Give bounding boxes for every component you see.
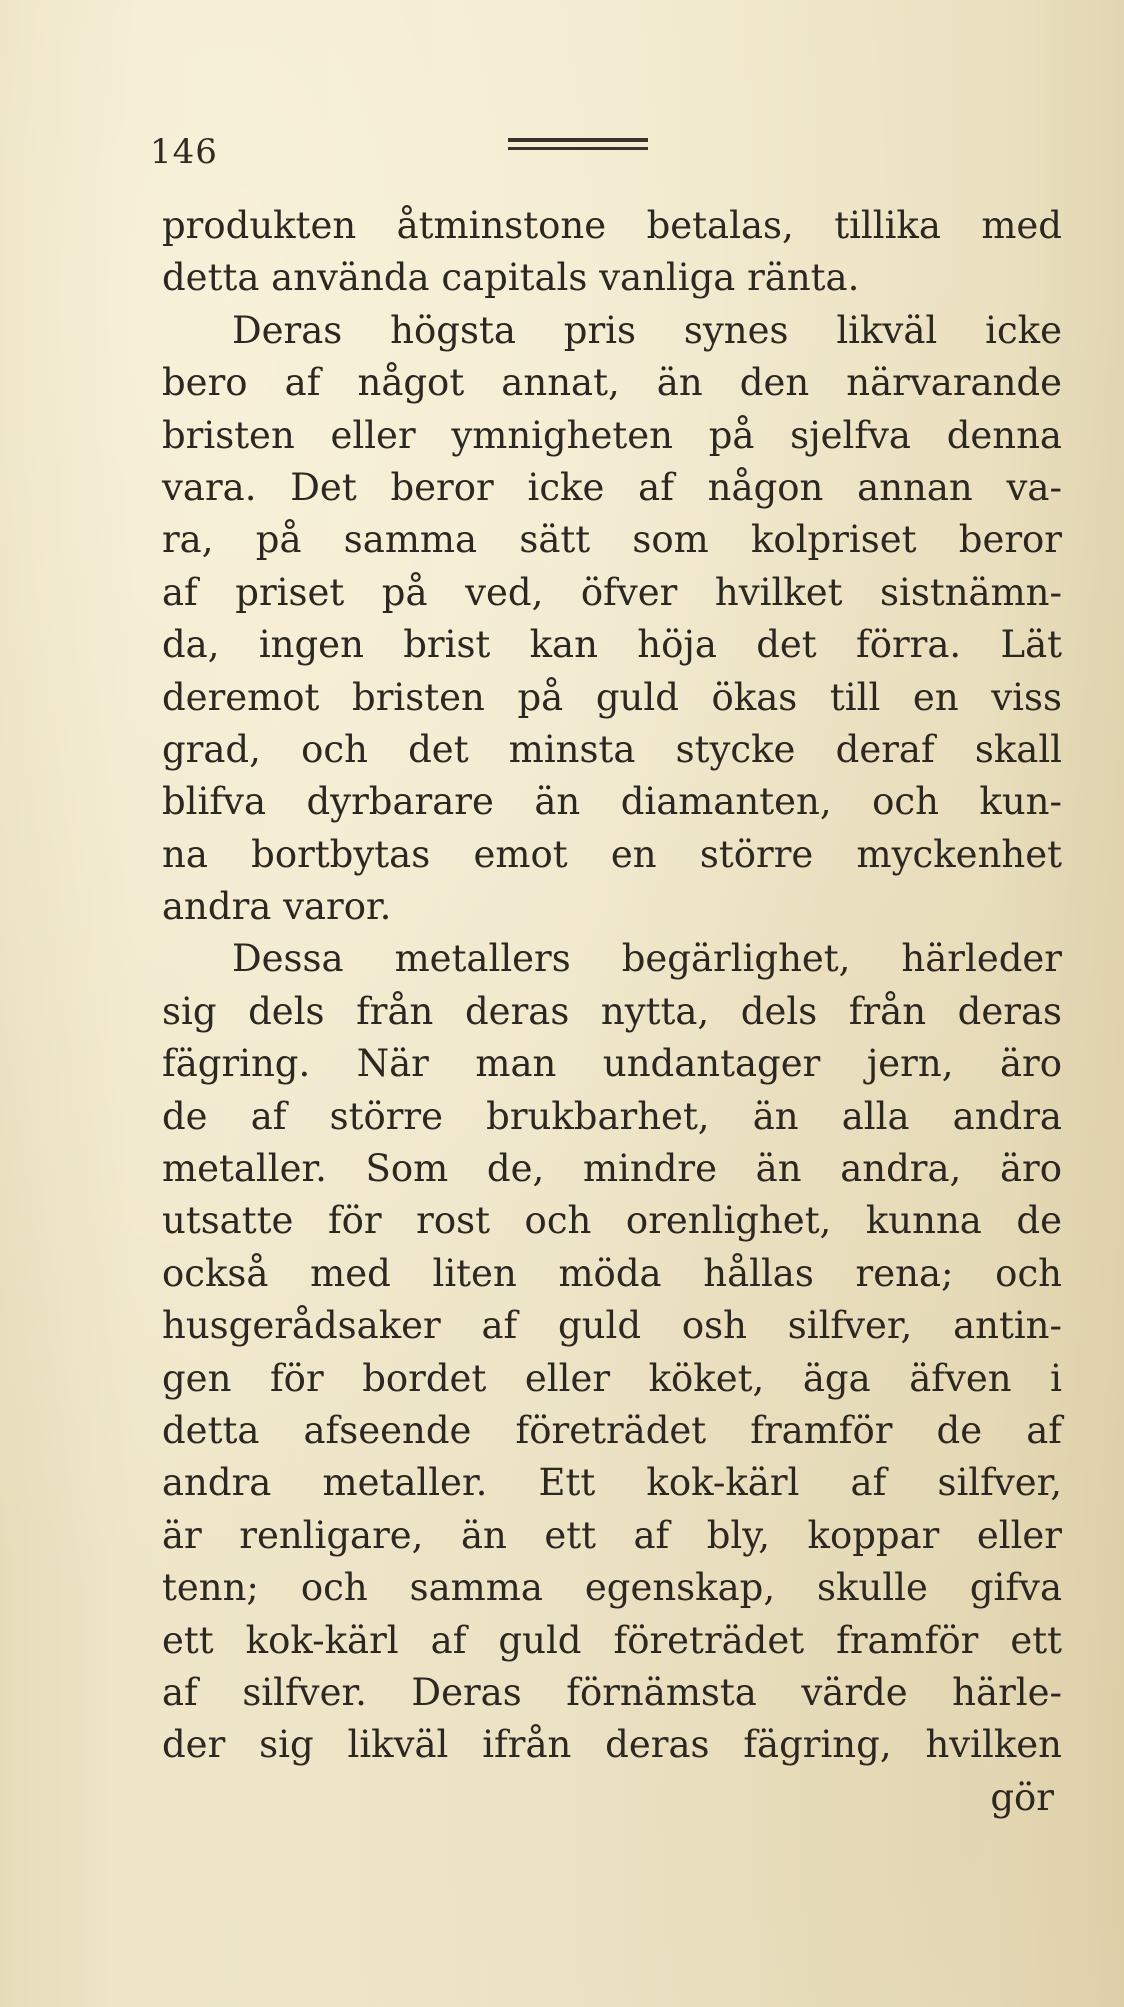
text-line: andra metaller. Ett kok-kärl af silfver,	[162, 1461, 1062, 1505]
text-line: detta använda capitals vanliga ränta.	[162, 256, 860, 300]
body-text	[162, 200, 1062, 1824]
text-line: de af större brukbarhet, än alla andra	[162, 1094, 1062, 1138]
text-line: af priset på ved, öfver hvilket sistnämn-	[162, 570, 1062, 614]
text-line: andra varor.	[162, 885, 392, 929]
header-rule-thin	[508, 147, 648, 150]
text-line: produkten åtminstone betalas, tillika med	[162, 204, 1062, 247]
catchword: gör	[990, 1775, 1054, 1819]
text-line: metaller. Som de, mindre än andra, äro	[162, 1147, 1062, 1191]
text-line: da, ingen brist kan höja det förra. Lät	[162, 623, 1062, 667]
text-line: utsatte för rost och orenlighet, kunna de	[162, 1199, 1062, 1243]
header-rule-thick	[508, 138, 648, 142]
text-line: detta afseende företrädet framför de af	[162, 1408, 1062, 1452]
text-line: också med liten möda hållas rena; och	[162, 1251, 1062, 1295]
text-line: Dessa metallers begärlighet, härleder	[232, 937, 1062, 981]
header-rule	[508, 138, 648, 153]
text-line: sig dels från deras nytta, dels från deras	[162, 989, 1062, 1033]
text-line: ett kok-kärl af guld företrädet framför ett	[162, 1618, 1062, 1662]
text-line: grad, och det minsta stycke deraf skall	[162, 727, 1062, 771]
text-line: bristen eller ymnigheten på sjelfva denna	[162, 413, 1062, 457]
text-line: gen för bordet eller köket, äga äfven i	[162, 1356, 1062, 1400]
text-line: ra, på samma sätt som kolpriset beror	[162, 518, 1062, 562]
text-line: är renligare, än ett af bly, koppar eller	[162, 1513, 1062, 1557]
text-line: der sig likväl ifrån deras fägring, hvilken	[162, 1723, 1062, 1767]
text-line: af silfver. Deras förnämsta värde härle-	[162, 1670, 1062, 1714]
text-line: fägring. När man undantager jern, äro	[162, 1042, 1062, 1086]
text-line: na bortbytas emot en större myckenhet	[162, 832, 1062, 876]
text-line: vara. Det beror icke af någon annan va-	[162, 465, 1062, 509]
text-line: bero af något annat, än den närvarande	[162, 361, 1062, 405]
text-line: tenn; och samma egenskap, skulle gifva	[162, 1566, 1062, 1610]
page-number: 146	[150, 132, 218, 172]
text-line: blifva dyrbarare än diamanten, och kun-	[162, 780, 1062, 824]
text-line: deremot bristen på guld ökas till en viss	[162, 675, 1062, 719]
text-line: Deras högsta pris synes likväl icke	[232, 308, 1062, 352]
text-line: husgerådsaker af guld osh silfver, antin-	[162, 1304, 1062, 1348]
